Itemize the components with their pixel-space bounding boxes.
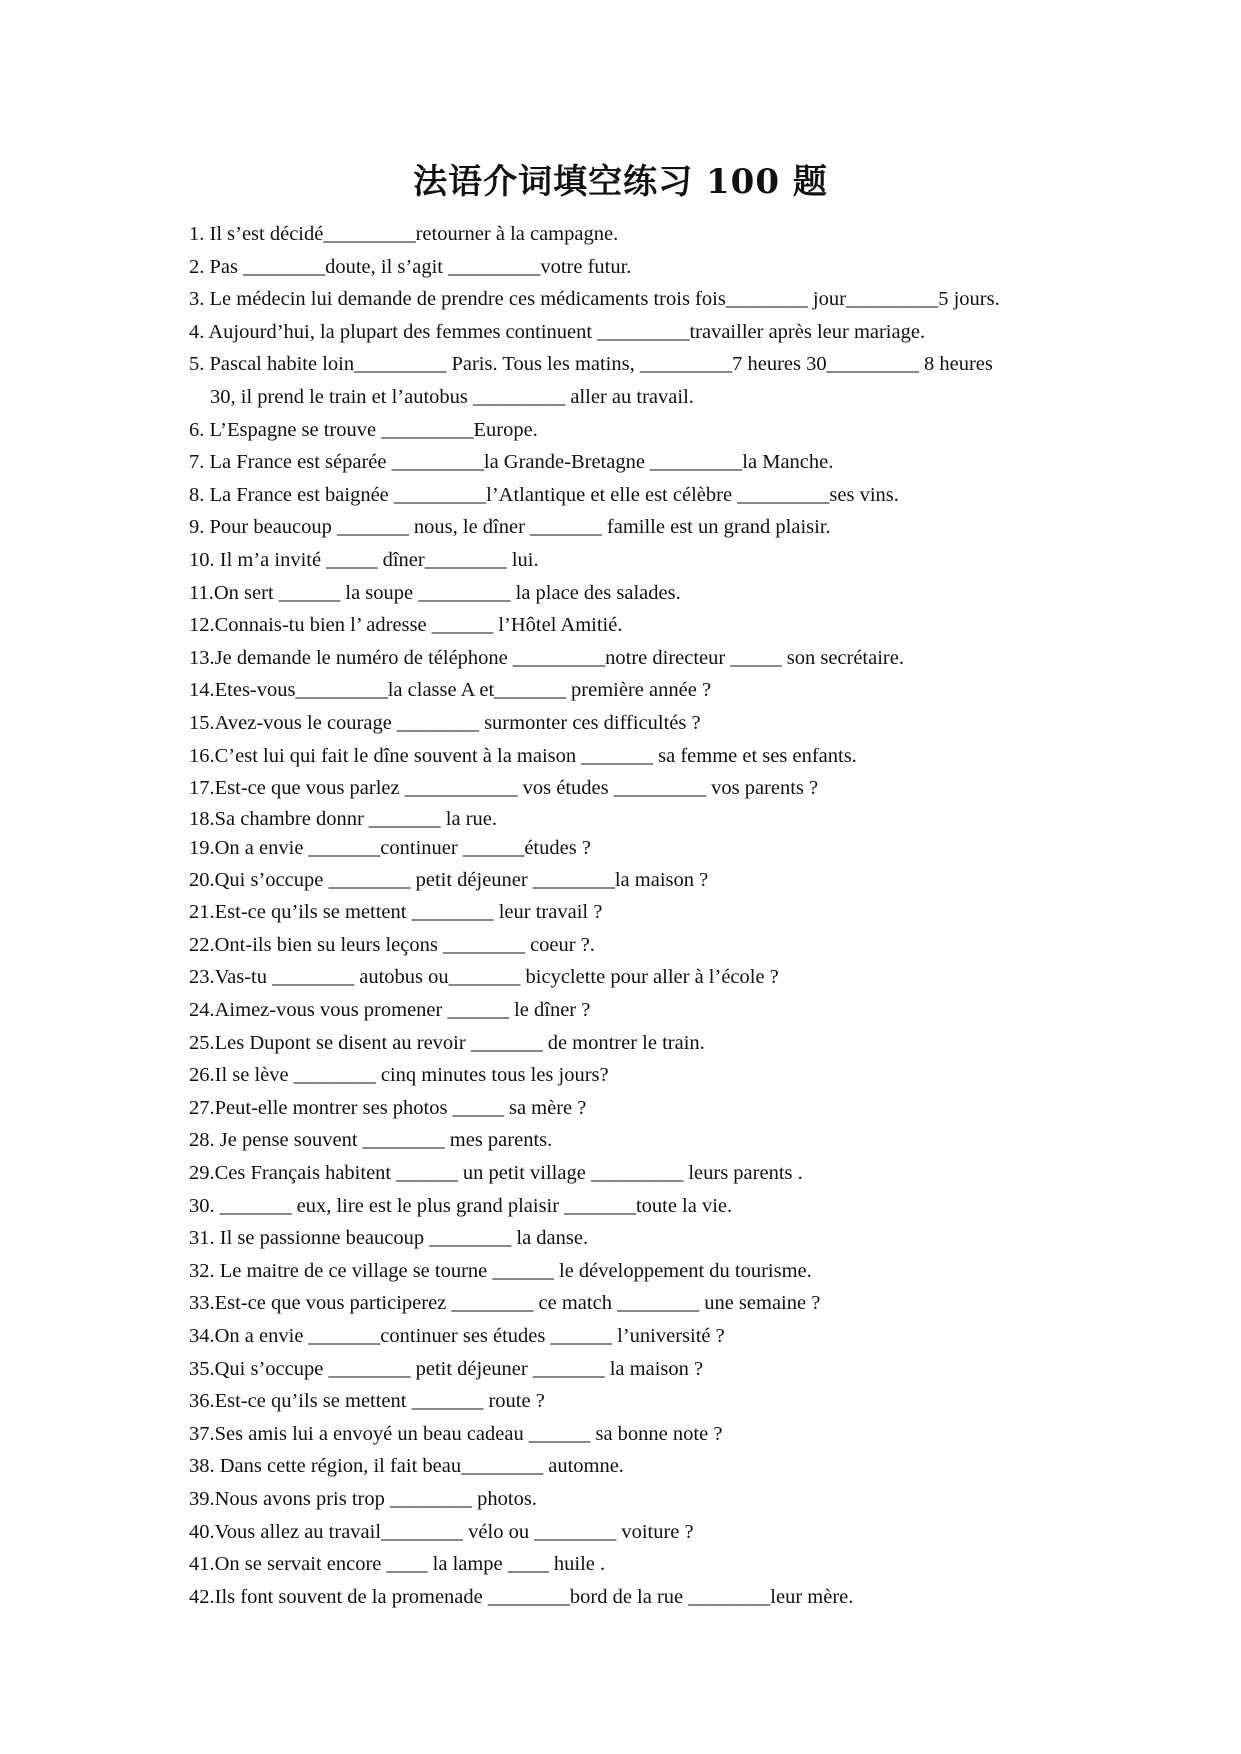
question-1: 1. Il s’est décidé_________retourner à la campagne. xyxy=(189,223,619,245)
question-22: 22.Ont-ils bien su leurs leçons ________ coeur ?. xyxy=(189,933,595,956)
question-12: 12.Connais-tu bien l’ adresse ______ l’Hôtel Amitié. xyxy=(189,614,623,637)
question-10: 10. Il m’a invité _____ dîner________ lui. xyxy=(189,548,539,571)
question-21: 21.Est-ce qu’ils se mettent ________ leur travail ? xyxy=(189,901,603,924)
question-27: 27.Peut-elle montrer ses photos _____ sa mère ? xyxy=(189,1096,587,1119)
question-26: 26.Il se lève ________ cinq minutes tous les jours? xyxy=(189,1064,609,1087)
question-41: 41.On se servait encore ____ la lampe ____ huile . xyxy=(189,1553,606,1576)
question-36: 36.Est-ce qu’ils se mettent _______ route ? xyxy=(189,1390,545,1413)
question-16: 16.C’est lui qui fait le dîne souvent à la maison _______ sa femme et ses enfants. xyxy=(189,744,857,767)
question-42: 42.Ils font souvent de la promenade ________bord de la rue ________leur mère. xyxy=(189,1585,854,1608)
question-5-line-1: 5. Pascal habite loin_________ Paris. Tous les matins, _________7 heures 30_________ 8 heures xyxy=(189,353,993,376)
question-30: 30. _______ eux, lire est le plus grand plaisir _______toute la vie. xyxy=(189,1194,733,1217)
question-31: 31. Il se passionne beaucoup ________ la danse. xyxy=(189,1227,589,1250)
question-8: 8. La France est baignée _________l’Atlantique et elle est célèbre _________ses vins. xyxy=(189,483,899,506)
question-35: 35.Qui s’occupe ________ petit déjeuner _______ la maison ? xyxy=(189,1357,704,1380)
question-25: 25.Les Dupont se disent au revoir _______ de montrer le train. xyxy=(189,1031,705,1054)
question-38: 38. Dans cette région, il fait beau________ automne. xyxy=(189,1455,624,1478)
question-13: 13.Je demande le numéro de téléphone _________notre directeur _____ son secrétaire. xyxy=(189,646,904,669)
question-5-line-2: 30, il prend le train et l’autobus _________ aller au travail. xyxy=(210,385,694,408)
question-32: 32. Le maitre de ce village se tourne ______ le développement du tourisme. xyxy=(189,1259,812,1282)
question-28: 28. Je pense souvent ________ mes parents. xyxy=(189,1129,553,1152)
question-15: 15.Avez-vous le courage ________ surmonter ces difficultés ? xyxy=(189,711,701,734)
question-2: 2. Pas ________doute, il s’agit _________votre futur. xyxy=(189,255,632,278)
question-6: 6. L’Espagne se trouve _________Europe. xyxy=(189,418,538,441)
question-4: 4. Aujourd’hui, la plupart des femmes continuent _________travailler après leur mariage. xyxy=(189,320,926,343)
question-3: 3. Le médecin lui demande de prendre ces médicaments trois fois________ jour_________5 jours. xyxy=(189,288,1000,311)
question-19: 19.On a envie _______continuer ______études ? xyxy=(189,837,591,860)
question-29: 29.Ces Français habitent ______ un petit village _________ leurs parents . xyxy=(189,1162,803,1185)
question-list xyxy=(189,218,1069,1613)
question-5 xyxy=(189,348,1069,413)
page-title: 法语介词填空练习 100 题 xyxy=(413,162,828,202)
question-7: 7. La France est séparée _________la Grande-Bretagne _________la Manche. xyxy=(189,451,834,474)
question-37: 37.Ses amis lui a envoyé un beau cadeau ______ sa bonne note ? xyxy=(189,1422,723,1445)
question-40: 40.Vous allez au travail________ vélo ou ________ voiture ? xyxy=(189,1520,694,1543)
question-20: 20.Qui s’occupe ________ petit déjeuner ________la maison ? xyxy=(189,868,709,891)
question-33: 33.Est-ce que vous participerez ________ ce match ________ une semaine ? xyxy=(189,1292,821,1315)
question-17: 17.Est-ce que vous parlez ___________ vos études _________ vos parents ? xyxy=(189,777,819,800)
question-14: 14.Etes-vous_________la classe A et_______ première année ? xyxy=(189,679,712,702)
question-18: 18.Sa chambre donnr _______ la rue. xyxy=(189,807,497,830)
question-39: 39.Nous avons pris trop ________ photos. xyxy=(189,1487,537,1510)
question-9: 9. Pour beaucoup _______ nous, le dîner _______ famille est un grand plaisir. xyxy=(189,516,831,539)
question-11: 11.On sert ______ la soupe _________ la place des salades. xyxy=(189,581,681,604)
question-24: 24.Aimez-vous vous promener ______ le dîner ? xyxy=(189,999,591,1022)
question-23: 23.Vas-tu ________ autobus ou_______ bicyclette pour aller à l’école ? xyxy=(189,966,779,989)
question-34: 34.On a envie _______continuer ses études ______ l’université ? xyxy=(189,1325,725,1347)
